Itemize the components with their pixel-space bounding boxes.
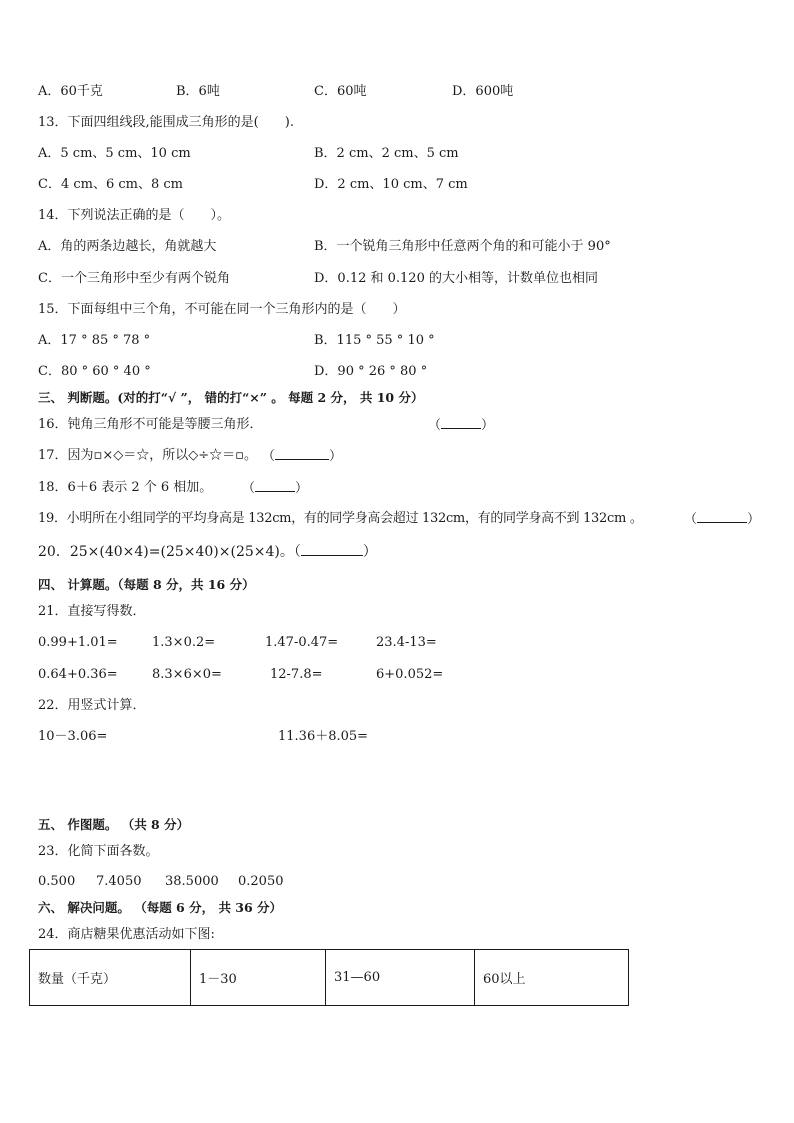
- q13-option-b: B．2 cm、2 cm、5 cm: [314, 146, 459, 161]
- q19-paren-close: ）: [747, 512, 761, 527]
- q21-item: 0.64+0.36=: [38, 667, 118, 682]
- q21-item: 23.4-13=: [376, 635, 437, 650]
- section-3-title: 三、 判断题。(对的打“√ ”， 错的打“×” 。 每题 2 分， 共 10 分）: [38, 390, 424, 405]
- q23-item: 0.2050: [238, 874, 284, 889]
- q16-paren-close: ）: [481, 418, 495, 433]
- q18-paren-open: （: [242, 481, 256, 496]
- q21-item: 6+0.052=: [376, 667, 444, 682]
- q21-item: 12-7.8=: [270, 667, 323, 682]
- q16-text: 16．钝角三角形不可能是等腰三角形．: [38, 417, 263, 432]
- q15-stem: 15．下面每组中三个角，不可能在同一个三角形内的是（ ）: [38, 302, 406, 317]
- section-4-title: 四、 计算题。（每题 8 分，共 16 分）: [38, 577, 255, 592]
- q20-equals: =: [148, 544, 161, 560]
- q19-blank-line: [697, 511, 747, 523]
- q22-item: 11.36＋8.05=: [278, 729, 369, 744]
- section-5-title: 五、 作图题。 （共 8 分）: [38, 817, 190, 832]
- q19-answer-blank[interactable]: [684, 511, 760, 528]
- q16-answer-blank[interactable]: [428, 417, 494, 434]
- q18-answer-blank[interactable]: [242, 480, 308, 497]
- q22-stem: 22．用竖式计算．: [38, 698, 146, 713]
- q15-option-c: C．80 ° 60 ° 40 °: [38, 364, 151, 379]
- q17-answer-blank[interactable]: [262, 448, 342, 465]
- q20-prefix: 20．: [38, 544, 70, 560]
- table-cell-range-2: 31—60: [326, 950, 475, 1006]
- q14-stem: 14．下列说法正确的是（ ）。: [38, 208, 231, 223]
- q21-item: 1.3×0.2=: [152, 635, 216, 650]
- table-cell-quantity-header: 数量（千克）: [30, 950, 191, 1006]
- q14-option-b: B．一个锐角三角形中任意两个角的和可能小于 90°: [314, 239, 611, 254]
- q15-option-d: D．90 ° 26 ° 80 °: [314, 364, 428, 379]
- q21-item: 0.99+1.01=: [38, 635, 118, 650]
- table-row: [30, 950, 629, 1006]
- q12-option-b: B．6吨: [176, 84, 220, 99]
- q20-blank-line: [301, 544, 363, 556]
- table-cell-range-3: 60以上: [475, 950, 629, 1006]
- table-cell-range-1: 1－30: [191, 950, 326, 1006]
- q18-paren-close: ）: [295, 481, 309, 496]
- q21-item: 8.3×6×0=: [152, 667, 222, 682]
- q24-stem: 24．商店糖果优惠活动如下图:: [38, 927, 215, 942]
- q14-option-d: D．0.12 和 0.120 的大小相等，计数单位也相同: [314, 271, 598, 286]
- q17-blank-line: [275, 448, 329, 460]
- q19-paren-open: （: [684, 512, 698, 527]
- q23-item: 0.500: [38, 874, 76, 889]
- q12-option-c: C．60吨: [314, 84, 367, 99]
- q20-lhs: 25×(40×4): [69, 544, 149, 560]
- q13-option-c: C．4 cm、6 cm、8 cm: [38, 177, 183, 192]
- q13-option-a: A．5 cm、5 cm、10 cm: [38, 146, 191, 161]
- q17-paren-open: （: [262, 449, 276, 464]
- q13-stem: 13．下面四组线段,能围成三角形的是( ).: [38, 115, 294, 130]
- q23-item: 7.4050: [96, 874, 142, 889]
- section-6-title: 六、 解决问题。 （每题 6 分， 共 36 分）: [38, 900, 283, 915]
- q15-option-a: A．17 ° 85 ° 78 °: [38, 333, 151, 348]
- q23-stem: 23．化简下面各数。: [38, 844, 159, 859]
- q19-text: 19．小明所在小组同学的平均身高是 132cm，有的同学身高会超过 132cm，有的同学身高不到 132cm 。: [38, 511, 643, 526]
- q13-option-d: D．2 cm、10 cm、7 cm: [314, 177, 468, 192]
- q16-blank-line: [441, 417, 481, 429]
- q20-answer-blank[interactable]: [294, 544, 377, 560]
- q12-option-d: D．600吨: [452, 84, 514, 99]
- q20-paren-close: ）: [362, 544, 377, 560]
- q18-blank-line: [255, 480, 295, 492]
- q16-paren-open: （: [428, 418, 442, 433]
- q21-stem: 21．直接写得数．: [38, 604, 146, 619]
- q18-text: 18．6＋6 表示 2 个 6 相加。: [38, 480, 213, 495]
- q20-line: [38, 544, 377, 560]
- q14-option-a: A．角的两条边越长，角就越大: [38, 239, 217, 254]
- q20-suffix: 。: [279, 544, 294, 560]
- q22-item: 10－3.06=: [38, 729, 108, 744]
- q21-item: 1.47-0.47=: [265, 635, 339, 650]
- q23-item: 38.5000: [165, 874, 219, 889]
- q15-option-b: B．115 ° 55 ° 10 °: [314, 333, 435, 348]
- q20-paren-open: （: [293, 544, 301, 560]
- q17-paren-close: ）: [329, 449, 343, 464]
- q17-text: 17．因为▫×◇＝☆，所以◇÷☆＝▫。: [38, 448, 257, 463]
- q14-option-c: C．一个三角形中至少有两个锐角: [38, 271, 230, 286]
- q12-option-a: A．60千克: [38, 84, 103, 99]
- q20-rhs: (25×40)×(25×4): [160, 544, 280, 560]
- q24-promo-table: [29, 949, 629, 1006]
